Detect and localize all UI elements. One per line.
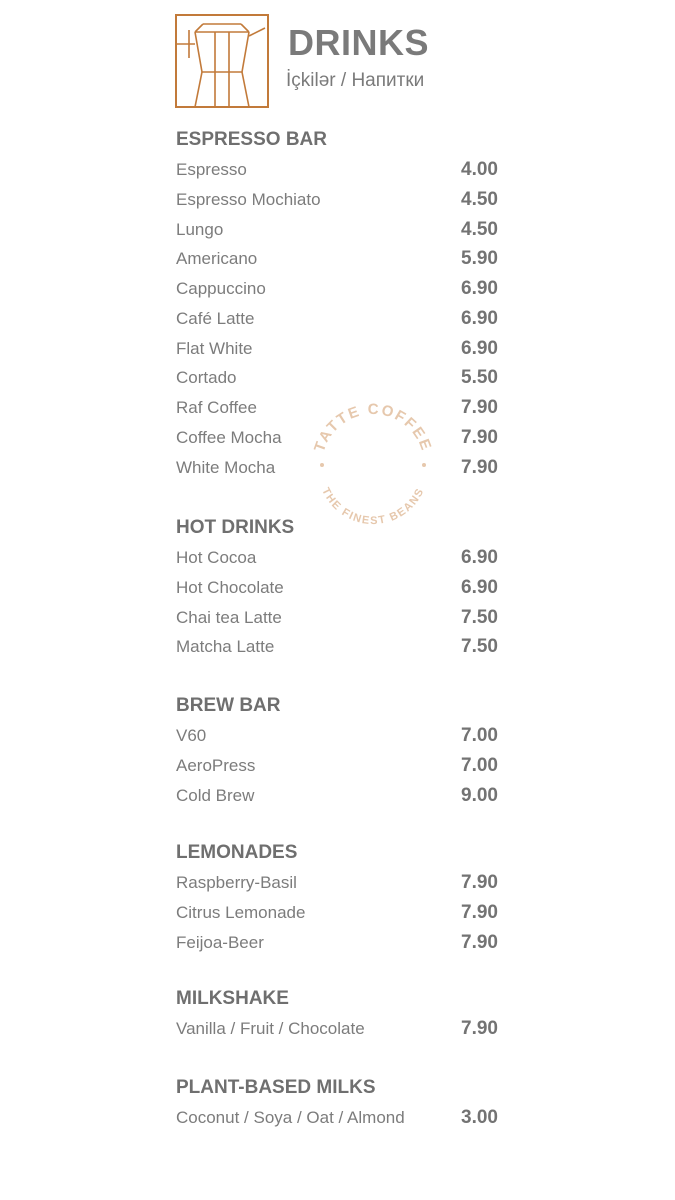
item-price: 7.50 — [461, 636, 498, 658]
menu-item — [176, 632, 506, 662]
item-price: 7.50 — [461, 606, 498, 628]
item-price: 6.90 — [461, 307, 498, 329]
menu-item — [176, 185, 506, 215]
menu-item — [176, 721, 506, 751]
item-name: Citrus Lemonade — [176, 902, 306, 922]
menu-item — [176, 423, 506, 453]
item-price: 5.50 — [461, 367, 498, 389]
section-espresso-bar — [176, 125, 506, 482]
item-price: 6.90 — [461, 576, 498, 598]
section-title: MILKSHAKE — [176, 988, 289, 1009]
menu-item — [176, 603, 506, 633]
item-price: 4.00 — [461, 159, 498, 180]
section-title: BREW BAR — [176, 695, 281, 716]
section-lemonades — [176, 838, 506, 957]
section-brew-bar — [176, 691, 506, 810]
item-price: 7.90 — [461, 872, 498, 893]
section-title: HOT DRINKS — [176, 517, 295, 538]
item-name: Vanilla / Fruit / Chocolate — [176, 1019, 365, 1038]
item-price: 6.90 — [461, 337, 498, 359]
item-price: 6.90 — [461, 547, 498, 568]
section-milkshake — [176, 984, 506, 1044]
menu-item — [176, 393, 506, 423]
item-price: 5.90 — [461, 248, 498, 270]
menu-item — [176, 334, 506, 364]
menu-item — [176, 751, 506, 781]
item-name: Espresso — [176, 160, 247, 179]
item-price: 7.00 — [461, 725, 498, 746]
item-price: 7.90 — [461, 456, 498, 478]
item-price: 4.50 — [461, 218, 498, 240]
menu-item — [176, 274, 506, 304]
moka-pot-icon — [175, 14, 269, 108]
item-name: Americano — [176, 249, 258, 269]
menu-item — [176, 155, 506, 185]
item-price: 9.00 — [461, 784, 498, 806]
item-name: Feijoa-Beer — [176, 932, 264, 952]
item-name: Café Latte — [176, 308, 255, 328]
item-price: 7.90 — [461, 426, 498, 448]
section-title: ESPRESSO BAR — [176, 129, 327, 150]
item-name: Matcha Latte — [176, 637, 275, 657]
item-name: Raf Coffee — [176, 398, 257, 417]
menu-item — [176, 453, 506, 483]
item-name: V60 — [176, 726, 207, 745]
item-price: 4.50 — [461, 188, 498, 210]
item-name: Cold Brew — [176, 785, 255, 805]
page-subtitle: İçkilər / Напитки — [286, 70, 425, 91]
item-name: Coffee Mocha — [176, 427, 282, 447]
stamp-top-text: TATTE COFFEE — [311, 400, 436, 455]
item-price: 7.90 — [461, 1018, 498, 1039]
item-price: 6.90 — [461, 278, 498, 299]
menu-item — [176, 1103, 506, 1133]
item-name: Espresso Mochiato — [176, 189, 321, 209]
item-name: Chai tea Latte — [176, 607, 282, 627]
item-name: Coconut / Soya / Oat / Almond — [176, 1108, 405, 1127]
item-price: 7.00 — [461, 754, 498, 776]
item-price: 7.90 — [461, 931, 498, 953]
item-name: AeroPress — [176, 755, 256, 775]
menu-item — [176, 244, 506, 274]
item-price: 3.00 — [461, 1107, 498, 1128]
menu-item — [176, 573, 506, 603]
item-name: Hot Cocoa — [176, 548, 257, 567]
stamp-bottom-text: THE FINEST BEANS — [319, 485, 427, 528]
item-price: 7.90 — [461, 397, 498, 418]
section-plant-based-milks — [176, 1073, 506, 1133]
section-title: PLANT-BASED MILKS — [176, 1077, 376, 1098]
menu-item — [176, 1014, 506, 1044]
menu-item — [176, 363, 506, 393]
menu-item — [176, 215, 506, 245]
menu-item — [176, 543, 506, 573]
item-name: Hot Chocolate — [176, 577, 284, 597]
item-name: Flat White — [176, 338, 253, 358]
menu-item — [176, 781, 506, 811]
item-name: Lungo — [176, 219, 224, 239]
menu-item — [176, 304, 506, 334]
menu-item — [176, 928, 506, 958]
item-name: Cappuccino — [176, 279, 266, 298]
menu-item — [176, 868, 506, 898]
page-title: DRINKS — [288, 22, 430, 63]
item-name: Raspberry-Basil — [176, 873, 297, 892]
item-name: Cortado — [176, 368, 237, 388]
section-hot-drinks — [176, 513, 506, 662]
item-price: 7.90 — [461, 901, 498, 923]
item-name: White Mocha — [176, 457, 276, 477]
menu-item — [176, 898, 506, 928]
section-title: LEMONADES — [176, 842, 298, 863]
